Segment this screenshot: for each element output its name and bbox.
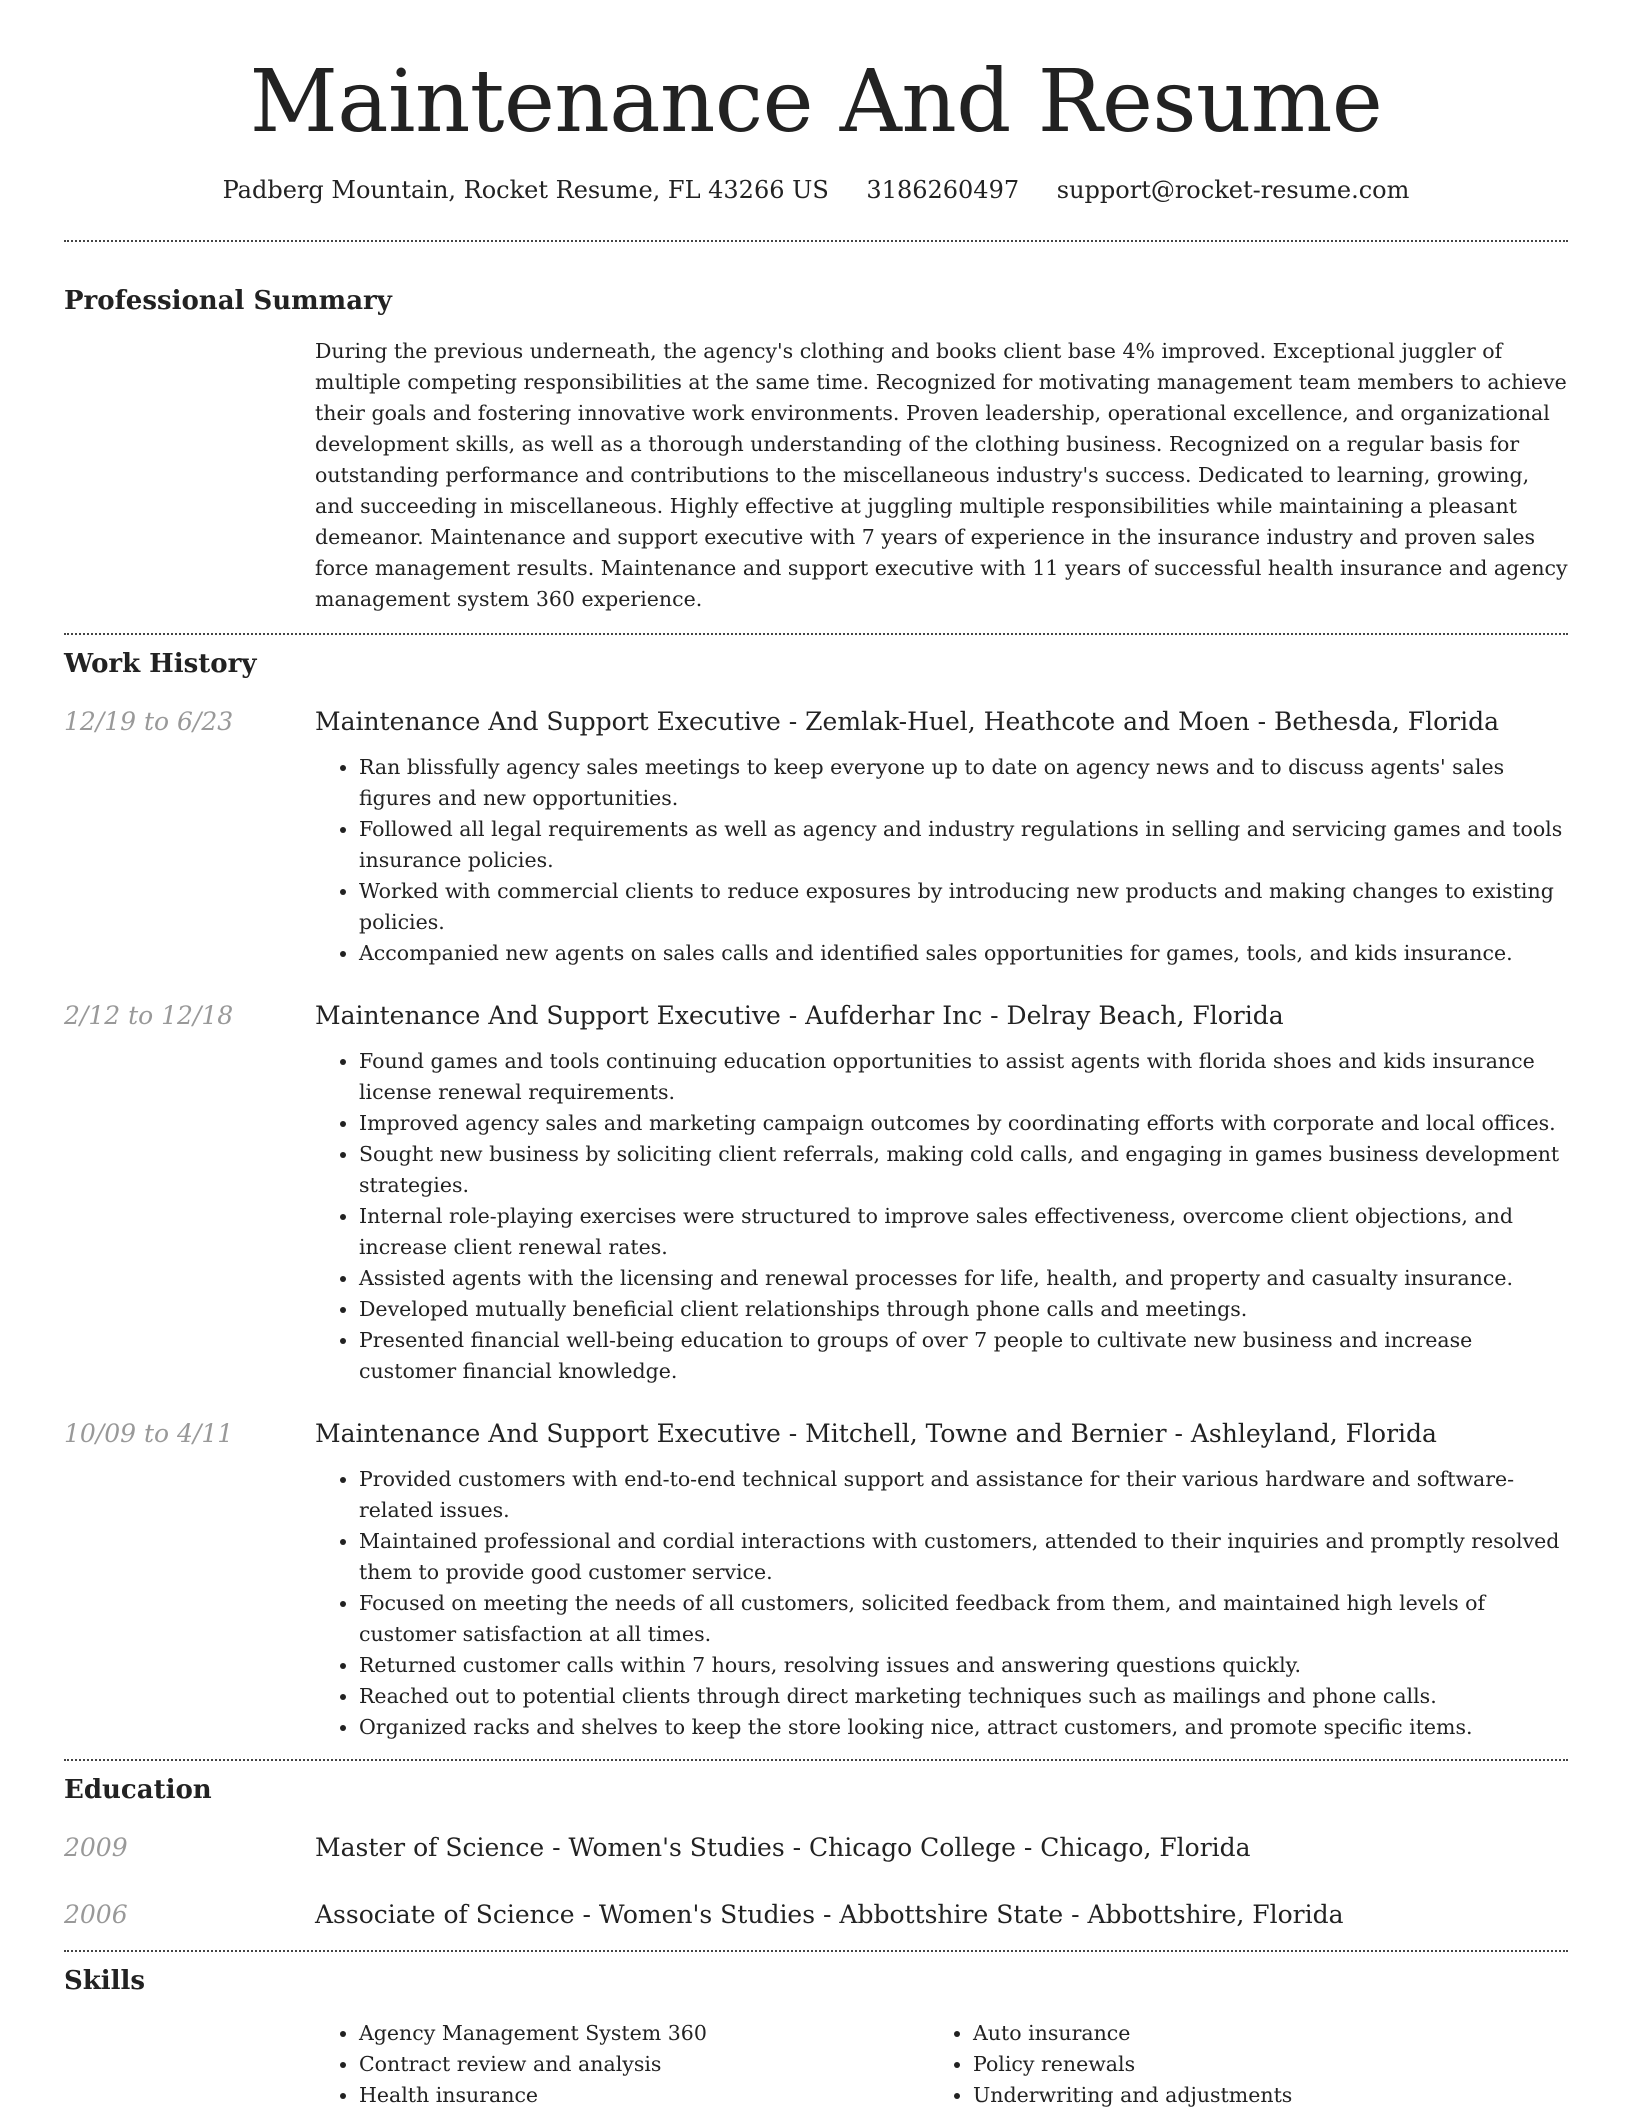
- job-bullet: • Followed all legal requirements as well as agency and industry regulations in selling and servicing games and tools insurance policies.: [359, 814, 1568, 876]
- section-title-skills: Skills: [64, 1966, 146, 1996]
- contact-line: [64, 174, 1568, 206]
- skill-item: • Agency Management System 360: [359, 2018, 929, 2049]
- job-bullet: • Reached out to potential clients through direct marketing techniques such as mailings and phone calls.: [359, 1681, 1568, 1712]
- section-title-education: Education: [64, 1775, 212, 1805]
- job-bullet: • Developed mutually beneficial client relationships through phone calls and meetings.: [359, 1294, 1568, 1325]
- job-bullet: • Sought new business by soliciting client referrals, making cold calls, and engaging in games business development strategies.: [359, 1139, 1568, 1201]
- job-bullet: • Worked with commercial clients to reduce exposures by introducing new products and making changes to existing policies.: [359, 876, 1568, 938]
- resume-page: [64, 0, 1568, 2111]
- job-bullet: • Accompanied new agents on sales calls and identified sales opportunities for games, tools, and kids insurance.: [359, 938, 1568, 969]
- job-bullet: • Improved agency sales and marketing campaign outcomes by coordinating efforts with corporate and local offices.: [359, 1108, 1568, 1139]
- skills-list-right: [929, 2018, 1543, 2111]
- job-bullet: • Organized racks and shelves to keep the store looking nice, attract customers, and promote specific items.: [359, 1712, 1568, 1743]
- summary-section: [64, 284, 1568, 615]
- job-bullets: [315, 1464, 1568, 1743]
- skills-list-left: [315, 2018, 929, 2111]
- job-title: Maintenance And Support Executive - Mitchell, Towne and Bernier - Ashleyland, Florida: [315, 1419, 1437, 1448]
- divider: [64, 633, 1568, 635]
- job-entry: [64, 705, 1568, 969]
- education-degree: Master of Science - Women's Studies - Chicago College - Chicago, Florida: [315, 1833, 1251, 1862]
- job-bullets: [315, 1046, 1568, 1387]
- job-title: Maintenance And Support Executive - Aufderhar Inc - Delray Beach, Florida: [315, 1001, 1284, 1030]
- contact-email: support@rocket-resume.com: [1056, 176, 1410, 204]
- contact-address: Padberg Mountain, Rocket Resume, FL 43266 US: [222, 176, 829, 204]
- job-bullet: • Returned customer calls within 7 hours, resolving issues and answering questions quickly.: [359, 1650, 1568, 1681]
- work-history-section: [64, 647, 1568, 1743]
- job-title: Maintenance And Support Executive - Zemlak-Huel, Heathcote and Moen - Bethesda, Florida: [315, 707, 1500, 736]
- job-bullet: • Ran blissfully agency sales meetings to keep everyone up to date on agency news and to discuss agents' sales figures and new opportunities.: [359, 752, 1568, 814]
- education-entry: [64, 1898, 1568, 1932]
- job-bullet: • Provided customers with end-to-end technical support and assistance for their various hardware and software-related issues.: [359, 1464, 1568, 1526]
- section-title-work: Work History: [64, 649, 257, 679]
- divider: [64, 1950, 1568, 1952]
- skill-item: • Contract review and analysis: [359, 2049, 929, 2080]
- skill-item: • Health insurance: [359, 2080, 929, 2111]
- resume-name: Maintenance And Resume: [249, 52, 1383, 152]
- skill-item: • Underwriting and adjustments: [973, 2080, 1543, 2111]
- job-dates: 12/19 to 6/23: [64, 707, 234, 736]
- education-section: [64, 1773, 1568, 1932]
- job-bullet: • Maintained professional and cordial interactions with customers, attended to their inquiries and promptly resolved them to provide good customer service.: [359, 1526, 1568, 1588]
- skill-item: • Auto insurance: [973, 2018, 1543, 2049]
- education-year: 2009: [64, 1833, 128, 1862]
- job-bullet: • Found games and tools continuing education opportunities to assist agents with florida shoes and kids insurance license renewal requirements.: [359, 1046, 1568, 1108]
- job-bullet: • Assisted agents with the licensing and renewal processes for life, health, and property and casualty insurance.: [359, 1263, 1568, 1294]
- education-year: 2006: [64, 1900, 128, 1929]
- job-bullet: • Focused on meeting the needs of all customers, solicited feedback from them, and maintained high levels of customer satisfaction at all times.: [359, 1588, 1568, 1650]
- job-bullets: [315, 752, 1568, 969]
- contact-phone: 3186260497: [866, 176, 1020, 204]
- job-bullet: • Presented financial well-being education to groups of over 7 people to cultivate new business and increase customer financial knowledge.: [359, 1325, 1568, 1387]
- job-dates: 2/12 to 12/18: [64, 1001, 234, 1030]
- divider: [64, 1759, 1568, 1761]
- job-entry: [64, 999, 1568, 1387]
- skills-section: [64, 1964, 1568, 2111]
- section-title-summary: Professional Summary: [64, 286, 392, 316]
- job-entry: [64, 1417, 1568, 1743]
- job-dates: 10/09 to 4/11: [64, 1419, 234, 1448]
- education-degree: Associate of Science - Women's Studies - Abbottshire State - Abbottshire, Florida: [315, 1900, 1344, 1929]
- education-entry: [64, 1831, 1568, 1865]
- skill-item: • Policy renewals: [973, 2049, 1543, 2080]
- divider: [64, 240, 1568, 242]
- summary-text: During the previous underneath, the agency's clothing and books client base 4% improved. Exceptional juggler of multiple competing responsibilities at the same time. Recognized for motivating management team members to achieve their goals and fostering innovative work environments. Proven leadership, operational excellence, and organizational development skills, as well as a thorough understanding of the clothing business. Recognized on a regular basis for outstanding performance and contributions to the miscellaneous industry's success. Dedicated to learning, growing, and succeeding in miscellaneous. Highly effective at juggling multiple responsibilities while maintaining a pleasant demeanor. Maintenance and support executive with 7 years of experience in the insurance industry and proven sales force management results. Maintenance and support executive with 11 years of successful health insurance and agency management system 360 experience.: [315, 339, 1568, 611]
- job-bullet: • Internal role-playing exercises were structured to improve sales effectiveness, overcome client objections, and increase client renewal rates.: [359, 1201, 1568, 1263]
